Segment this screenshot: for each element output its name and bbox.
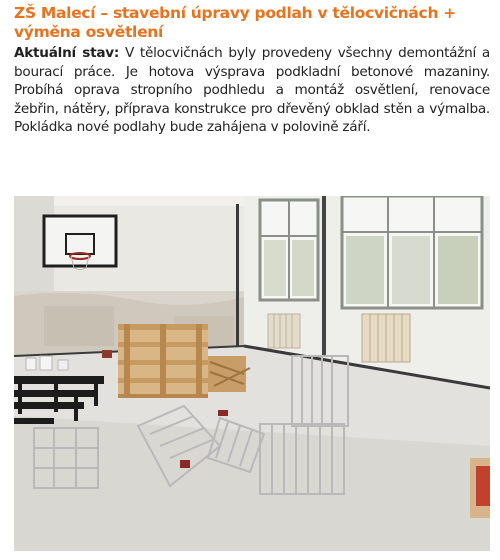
window-right — [342, 196, 482, 308]
status-text: V tělocvičnách byly provedeny všechny demontážní a bourací práce. Je hotova výsprava podkladní betonové mazaniny. Probíhá oprava stropního podhledu a montáž osvětlení, renovace žebřin, nátěry, příprava konstrukce pro dřevěný obklad stěn a výmalba. Pokládka nové podlahy bude zahájena v polovině září. — [14, 45, 490, 136]
radiator-right — [362, 314, 410, 362]
gym-renovation-photo — [14, 196, 490, 551]
status-label: Aktuální stav: — [14, 45, 120, 61]
basketball-backboard — [44, 216, 116, 270]
article-body — [14, 44, 490, 137]
window-left — [260, 200, 318, 300]
article-headline: ZŠ Malecí – stavební úpravy podlah v tělocvičnách + výměna osvětlení — [14, 4, 456, 41]
radiator-left — [268, 314, 300, 348]
gym-photo-illustration — [14, 196, 490, 551]
